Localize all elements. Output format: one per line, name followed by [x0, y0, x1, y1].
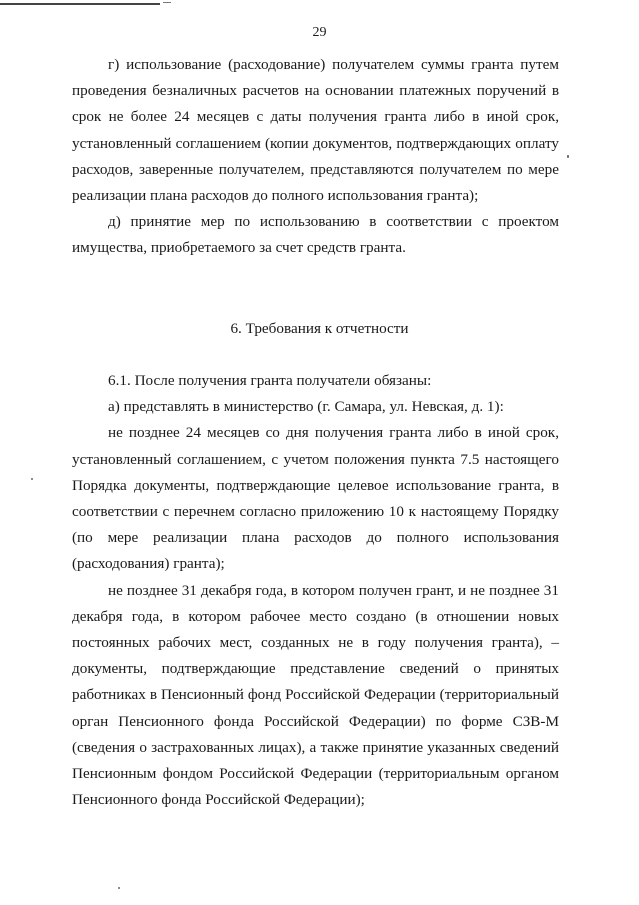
- paragraph-deadline-24-months: не позднее 24 месяцев со дня получения гранта либо в иной срок, установленный соглашением, с учетом положения пункта 7.5 настоящего Порядка документы, подтверждающие целевое использование гранта, в соответствии с перечнем согласно приложению 10 к настоящему Порядку (по мере реализации плана расходов до полного использования (расходования) гранта);: [72, 424, 559, 573]
- paragraph-6-1: 6.1. После получения гранта получатели обязаны:: [108, 372, 432, 389]
- scan-edge-line: [0, 3, 160, 5]
- scan-speck: [31, 478, 33, 480]
- section-top-text: [72, 52, 559, 262]
- paragraph-g: г) использование (расходование) получателем суммы гранта путем проведения безналичных расчетов на основании платежных поручений в срок не более 24 месяцев с даты получения гранта либо в иной срок, установленный соглашением (копии документов, подтверждающих оплату расходов, заверенные получателем, представляются получателем по мере реализации плана расходов до полного использования гранта);: [72, 56, 559, 205]
- section-heading: 6. Требования к отчетности: [230, 320, 409, 337]
- scan-edge-mark: [163, 2, 171, 3]
- scan-speck: [567, 155, 569, 158]
- paragraph-d: д) принятие мер по использованию в соответствии с проектом имущества, приобретаемого за счет средств гранта.: [72, 213, 559, 257]
- paragraph-deadline-december-31: не позднее 31 декабря года, в котором получен грант, и не позднее 31 декабря года, в котором рабочее место создано (в отношении новых постоянных рабочих мест, созданных не в году получения гранта), – документы, подтверждающие представление сведений о принятых работниках в Пенсионный фонд Российской Федерации (территориальный орган Пенсионного фонда Российской Федерации) по форме СЗВ-М (сведения о застрахованных лицах), а также принятие указанных сведений Пенсионным фондом Российской Федерации (территориальным органом Пенсионного фонда Российской Федерации);: [72, 581, 559, 809]
- section-6-text: [72, 368, 559, 813]
- paragraph-a: а) представлять в министерство (г. Самара, ул. Невская, д. 1):: [108, 398, 504, 416]
- scan-speck: [118, 887, 120, 889]
- page-number: 29: [312, 25, 327, 40]
